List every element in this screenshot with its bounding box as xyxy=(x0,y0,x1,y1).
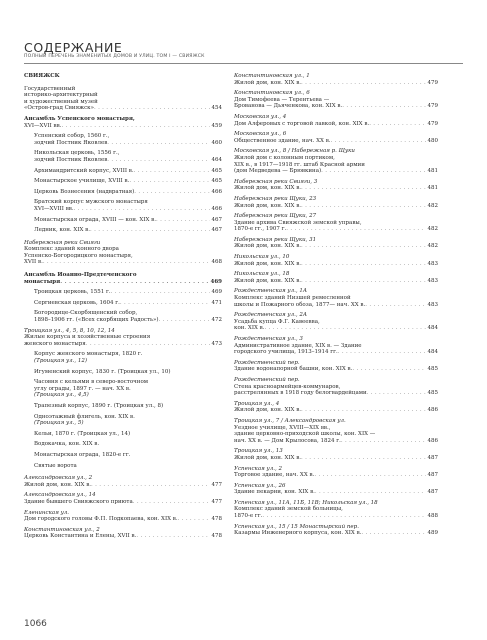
page-ref: 469 xyxy=(210,278,222,285)
page-ref: 485 xyxy=(427,366,438,373)
page-ref: 486 xyxy=(427,437,438,444)
page-ref: 466 xyxy=(211,205,222,212)
toc-entry: Ансамбль Успенского монастыря, XVI—XVII вв. . . . 459 xyxy=(24,116,222,129)
toc-subentry: Корпус женского монастыря, 1820 г. (Троицкая ул., 12) Игуменский корпус, 1830 г. (Троицкая ул., 10) Часовня с кельями в северо-восточном углу ограды, 1897 г. — нач. XX в. (Троицкая ул., 4,5) Трапезный корпус, 1890 г. (Троицкая ул., 8) Одноэтажный флигель, кон. XIX в. (Троицкая ул., 5) Кельи, 1870 г. (Троицкая ул., 14) Водокачка, кон. XIX в. Монастырская ограда, 1820-е гг. Святые ворота xyxy=(34,351,171,469)
page-ref: 486 xyxy=(427,407,438,414)
page-ref: 465 xyxy=(211,167,222,174)
page-ref: 482 xyxy=(427,243,438,250)
page-ref: 477 xyxy=(211,498,222,505)
toc-entry: Московская ул., 6 Общественное здание, нач. XX в. . . . 480 xyxy=(234,131,438,144)
toc-entry: Константиновская ул., 1 Жилой дом, кон. XIX в. . . . 479 xyxy=(234,73,438,86)
page-ref: 483 xyxy=(427,301,438,308)
toc-entry: Ансамбль Иоанно-Предтеченского монастыря . . . 469 xyxy=(24,272,222,285)
page-ref: 488 xyxy=(427,513,438,520)
page-ref: 479 xyxy=(427,103,438,110)
page-ref: 482 xyxy=(427,226,438,233)
toc-entry: Успенская ул., 15 / 15 Монастырский пер. Казармы Инженерного корпуса, кон. XIX в. . . . 489 xyxy=(234,524,438,537)
toc-entry: Набережная реки Свияги Комплекс зданий конного двора Успенско-Богородицкого монастыря, XVII в. . . . 468 xyxy=(24,240,222,266)
page-ref: 484 xyxy=(427,325,438,332)
page-ref: 487 xyxy=(427,489,438,496)
toc-entry: Успенская ул., 2 Торговое здание, нач. XX в. . . . 487 xyxy=(234,466,438,479)
page-ref: 454 xyxy=(211,105,222,112)
toc-subentry: Троицкая церковь, 1551 г. . . . 469 Сергиевская церковь, 1604 г. . . . 471 Богородице-Скорбященский собор, 1898–1906 гг. («Всех скорбящих Радость») . . . 472 xyxy=(24,285,222,323)
toc-subentry: Успенский собор, 1560 г., зодчий Постник Яковлев . . . 460 Никольская церковь, 1556 г., зодчий Постник Яковлев . . . 464 Архимандритский корпус, XVIII в. . . . 465 Монастырское училище, XVIII в. . . . 465 Церковь Вознесения (надвратная) . . . 466 Братский корпус мужского монастыря XVI—XVIII вв. . . . 466 Монастырская ограда, XVIII — кон. XIX в. . . . 467 Ледник, кон. XIX в. . . . 467 xyxy=(24,129,222,234)
toc-entry: Троицкая ул., 4 Жилой дом, кон. XIX в. . . . 486 xyxy=(234,401,438,414)
toc-entry: Еленинская ул. Дом городского головы Ф.П. Подкопаева, кон. XIX в. . . . 478 xyxy=(24,510,222,523)
toc-entry: Успенская ул., 26 Здание пекарни, кон. XIX в. . . . 487 xyxy=(234,483,438,496)
toc-left-column xyxy=(24,73,222,540)
page-ref: 467 xyxy=(211,227,222,234)
toc-entry: Рождественская ул., 3 Административное здание, XIX в. — Здание городского училища, 1913–1914 гг. . . . 484 xyxy=(234,336,438,356)
toc-entry: Рождественская ул., 2А Усадьба купца Ф.Г. Кавеевва, кон. XIX в. . . . 484 xyxy=(234,312,438,332)
page-ref: 483 xyxy=(427,260,438,267)
page-title: СОДЕРЖАНИЕ xyxy=(24,40,123,55)
toc-right-column xyxy=(234,73,438,537)
toc-entry: Александровская ул., 14 Здание бывшего Свияжского приюта . . . 477 xyxy=(24,492,222,505)
toc-entry: Троицкая ул., 7 / Александровская ул. Уездное училище, XVIII—XIX вв., здание церковно-приходской школы, кон. XIX — нач. XX в. — Дом Крылосова, 1824 г. . . . 486 xyxy=(234,418,438,444)
page-ref: 481 xyxy=(427,168,438,175)
toc-entry: Троицкая ул., 13 Жилой дом, кон. XIX в. . . . 487 xyxy=(234,448,438,461)
page-ref: 489 xyxy=(427,530,438,537)
page-ref: 478 xyxy=(211,516,222,523)
toc-entry: Никольская ул., 18 Жилой дом, кон. XIX в. . . . 483 xyxy=(234,271,438,284)
page-ref: 478 xyxy=(211,533,222,540)
toc-entry: Рождественская ул., 1А Комплекс зданий Низшей ремесленной школы и Пожарного обоза, 1877— нач. XX в. . . . 483 xyxy=(234,288,438,308)
page-ref: 487 xyxy=(427,454,438,461)
page-ref: 459 xyxy=(211,122,222,129)
toc-entry: Константиновская ул., 2 Церковь Константина и Елены, XVII в. . . . 478 xyxy=(24,527,222,540)
toc-entry: Набережная реки Щуки, 31 Жилой дом, кон. XIX в. . . . 482 xyxy=(234,237,438,250)
page-number: 1066 xyxy=(24,619,47,629)
page-ref: 467 xyxy=(211,216,222,223)
page-ref: 460 xyxy=(211,139,222,146)
page-ref: 468 xyxy=(211,259,222,266)
toc-entry: Константиновская ул., 6 Дом Тимофеева — Терентьева — Брованова — Дьяченкова, кон. XIX в. . . . 479 xyxy=(234,90,438,110)
toc-entry: Государственный историко-архитектурный и художественный музей «Остров-град Свияжск» . . . 454 xyxy=(24,86,222,112)
page-subtitle: ПОЛНЫЙ ПЕРЕЧЕНЬ ЗНАМЕНИТЫХ ДОМОВ И УЛИЦ. ТОМ I — СВИЯЖСК xyxy=(24,54,205,59)
header-divider xyxy=(24,63,463,64)
section-title: СВИЯЖСК xyxy=(24,73,60,79)
page-ref: 480 xyxy=(427,137,438,144)
page-ref: 473 xyxy=(211,340,222,347)
page-ref: 479 xyxy=(427,79,438,86)
toc-entry: Александровская ул., 2 Жилой дом, кон. XIX в. . . . 477 xyxy=(24,475,222,488)
page-ref: 483 xyxy=(427,277,438,284)
toc-entry: Московская ул., 8 / Набережная р. Щуки Жилой дом с колонным портиком, XIX в., в 1917—1918 гг. штаб Красной армии (дом Медведева — Брювкина) . . . 481 xyxy=(234,148,438,174)
toc-entry: Набережная реки Свияги, 3 Жилой дом, кон. XIX в. . . . 481 xyxy=(234,179,438,192)
page-ref: 464 xyxy=(211,156,222,163)
page-ref: 469 xyxy=(211,289,222,296)
page-ref: 485 xyxy=(427,390,438,397)
page-ref: 472 xyxy=(211,317,222,324)
toc-entry: Московская ул., 4 Дом Алферовых с торговой лавкой, кон. XIX в. . . . 479 xyxy=(234,114,438,127)
page-ref: 484 xyxy=(427,349,438,356)
page-ref: 466 xyxy=(211,188,222,195)
page-ref: 481 xyxy=(427,185,438,192)
toc-entry: Рождественский пер. Стена красноармейцев-коммунаров, расстрелянных в 1918 году белогвардейцами . . . 485 xyxy=(234,377,438,397)
page-ref: 487 xyxy=(427,472,438,479)
page-ref: 465 xyxy=(211,178,222,185)
page-ref: 477 xyxy=(211,481,222,488)
page-ref: 479 xyxy=(427,120,438,127)
page-ref: 482 xyxy=(427,202,438,209)
toc-entry: Никольская ул., 10 Жилой дом, кон. XIX в. . . . 483 xyxy=(234,254,438,267)
toc-entry: Троицкая ул., 4, 5, 8, 10, 12, 14 Жилые корпуса и хозяйственные строения женского монастыря . . . 473 xyxy=(24,328,222,348)
toc-entry: Успенская ул., 11А, 11Б, 11В; Никольская ул., 18 Комплекс зданий земской больницы, 1870-е гг. . . . 488 xyxy=(234,500,438,520)
toc-entry: Набережная реки Щуки, 23 Жилой дом, кон. XIX в. . . . 482 xyxy=(234,196,438,209)
toc-entry: Набережная реки Щуки, 27 Здание архива Свияжской земской управы, 1870-е гг., 1907 г. . . . 482 xyxy=(234,213,438,233)
toc-entry: Рождественский пер. Здание водонапорной башни, кон. XIX в. . . . 485 xyxy=(234,360,438,373)
page-ref: 471 xyxy=(211,299,222,306)
